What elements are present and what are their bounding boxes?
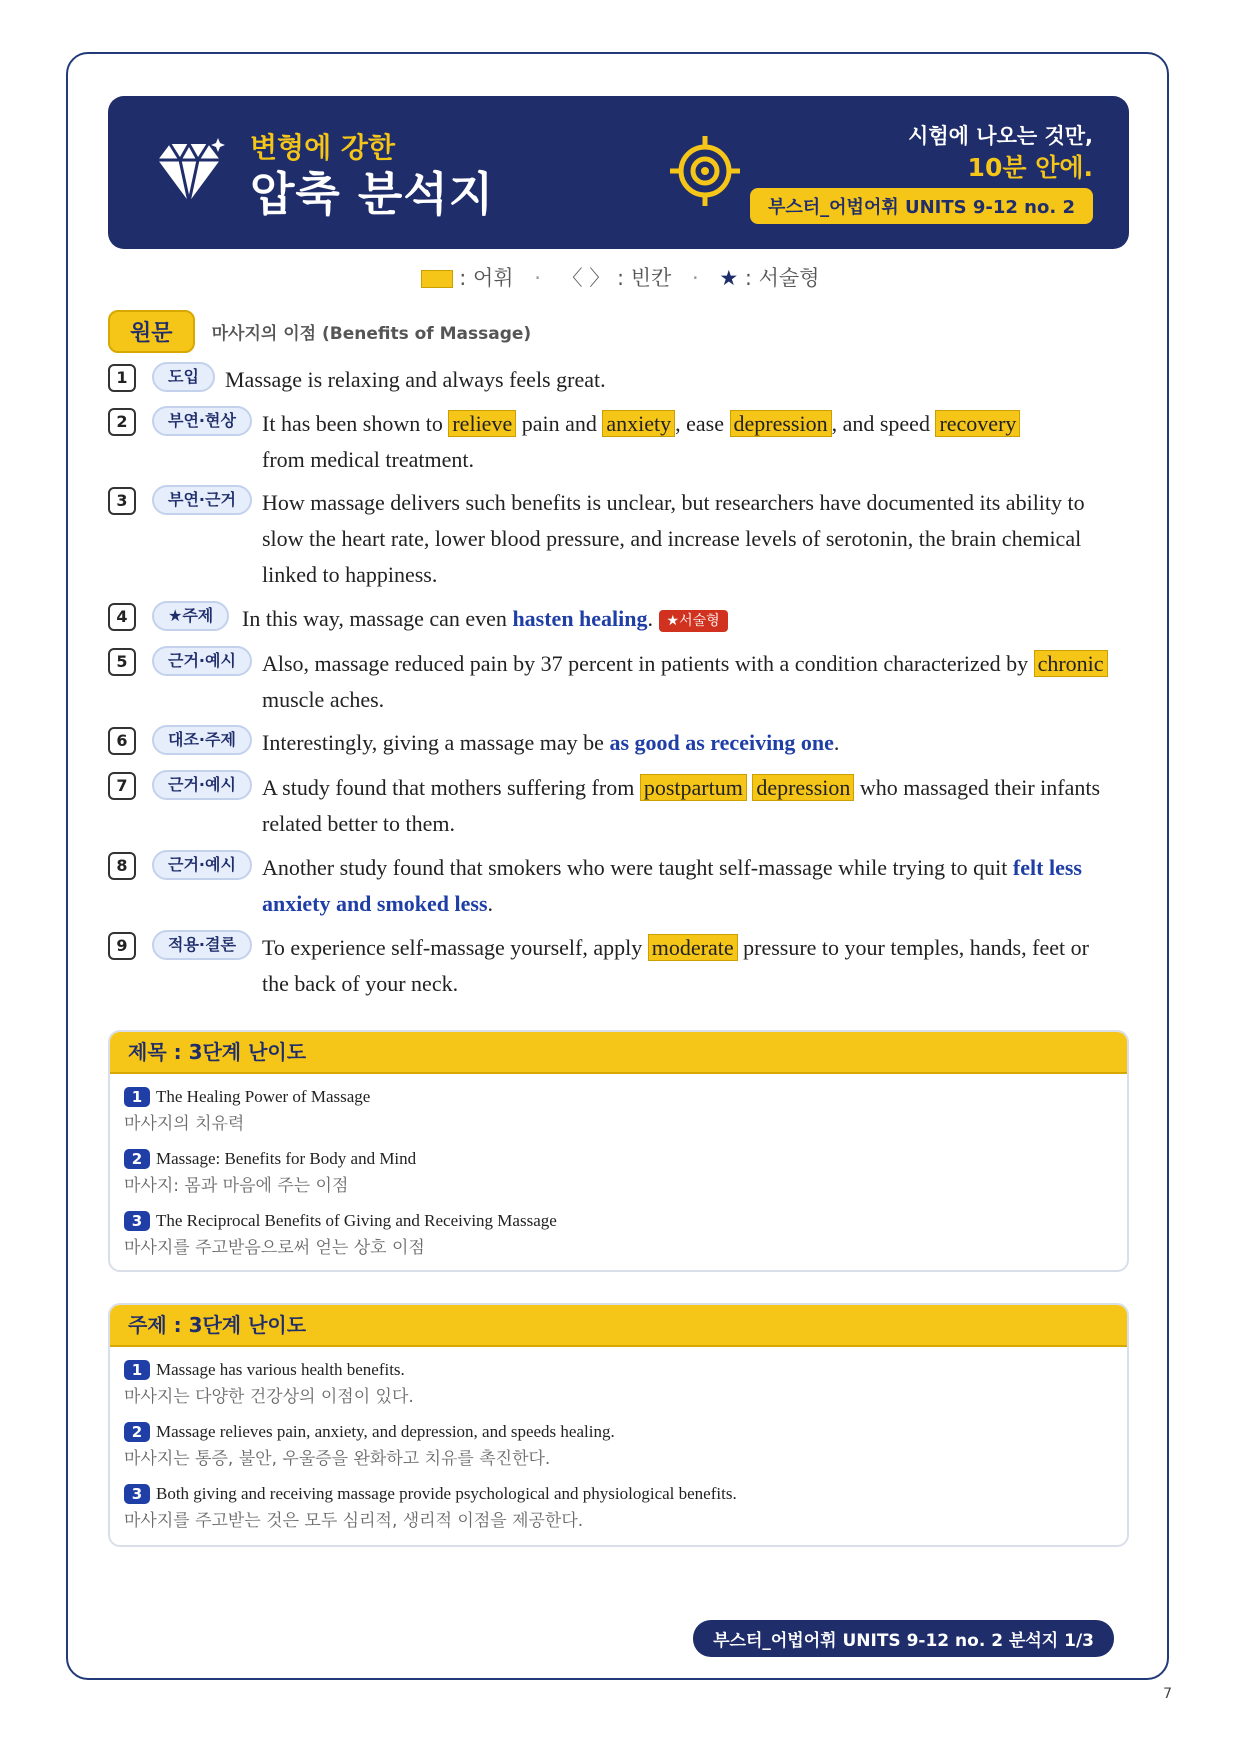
star-icon: ★ — [719, 266, 739, 290]
vocab-highlight: moderate — [648, 934, 738, 961]
option-english: Massage relieves pain, anxiety, and depression, and speeds healing. — [156, 1421, 615, 1441]
option-number: 2 — [124, 1149, 150, 1169]
sentence-segment: Also, massage reduced pain by 37 percent in patients with a condition characterized by — [262, 651, 1034, 676]
sentence-role: 대조·주제 — [152, 725, 252, 755]
sentence-segment: pressure to your temples, hands, feet or the back of your neck. — [262, 935, 1089, 996]
sentence-segment: It has been shown to — [262, 411, 449, 436]
sentence-row — [108, 601, 1130, 637]
sentence-number: 4 — [108, 603, 136, 631]
option-english: Massage has various health benefits. — [156, 1359, 405, 1379]
sentence-text — [262, 930, 1120, 1002]
sentence-text — [262, 485, 1120, 593]
option-number: 3 — [124, 1484, 150, 1504]
vocab-swatch — [421, 270, 453, 288]
sentence-segment: A study found that mothers suffering from — [262, 775, 640, 800]
sentence-row — [108, 770, 1130, 842]
sentence-text — [262, 646, 1120, 718]
option-korean: 마사지: 몸과 마음에 주는 이점 — [124, 1175, 349, 1196]
sentence-row — [108, 485, 1130, 593]
legend-blank: : 빈칸 — [616, 266, 672, 290]
sentence-row — [108, 725, 1130, 761]
option-korean: 마사지의 치유력 — [124, 1113, 245, 1134]
sentence-role: 근거·예시 — [152, 770, 252, 800]
sentence-role: 부연·현상 — [152, 406, 252, 436]
option-item — [124, 1483, 737, 1531]
sentence-number: 6 — [108, 727, 136, 755]
option-english: Massage: Benefits for Body and Mind — [156, 1148, 417, 1168]
title-options-box — [108, 1030, 1129, 1272]
footer-label: 부스터_어법어휘 UNITS 9-12 no. 2 분석지 1/3 — [693, 1620, 1114, 1657]
target-icon — [670, 136, 740, 206]
sentence-row — [108, 850, 1130, 922]
vocab-highlight: relieve — [448, 410, 516, 437]
sentence-number: 5 — [108, 648, 136, 676]
legend-vocab: : 어휘 — [459, 266, 514, 290]
header-banner — [108, 96, 1129, 249]
option-number: 2 — [124, 1422, 150, 1442]
option-english: The Healing Power of Massage — [156, 1086, 371, 1106]
key-phrase: felt less anxiety and smoked less — [262, 855, 1082, 916]
legend-blank-symbol: 〈 〉 — [561, 266, 611, 290]
source-heading — [108, 310, 531, 353]
sentence-number: 9 — [108, 932, 136, 960]
option-english: The Reciprocal Benefits of Giving and Receiving Massage — [156, 1210, 557, 1230]
sentence-row — [108, 362, 1130, 398]
sentence-row — [108, 930, 1130, 1002]
option-item — [124, 1148, 416, 1196]
key-phrase: hasten healing — [512, 606, 648, 631]
header-tagline: 시험에 나오는 것만, — [908, 124, 1093, 148]
option-item — [124, 1210, 557, 1258]
sentence-segment: Massage is relaxing and always feels great. — [225, 367, 606, 392]
option-english: Both giving and receiving massage provide psychological and physiological benefits. — [156, 1483, 737, 1503]
key-phrase: as good as receiving one — [609, 730, 834, 755]
sentence-segment: . — [647, 606, 654, 631]
option-item — [124, 1086, 370, 1134]
option-item — [124, 1359, 414, 1407]
vocab-highlight: chronic — [1034, 650, 1108, 677]
sentence-row — [108, 406, 1130, 478]
vocab-highlight: recovery — [935, 410, 1020, 437]
vocab-highlight: depression — [730, 410, 832, 437]
sentence-text — [225, 362, 1130, 398]
essay-badge: ★서술형 — [659, 610, 728, 632]
sentence-role: ★주제 — [152, 601, 229, 631]
option-korean: 마사지는 통증, 불안, 우울증을 완화하고 치유를 촉진한다. — [124, 1448, 551, 1469]
vocab-highlight: postpartum — [640, 774, 747, 801]
option-number: 1 — [124, 1087, 150, 1107]
vocab-highlight: depression — [752, 774, 854, 801]
option-korean: 마사지를 주고받음으로써 얻는 상호 이점 — [124, 1237, 425, 1258]
header-subtitle: 변형에 강한 — [250, 131, 395, 164]
sentence-segment: , and speed — [831, 411, 936, 436]
sentence-number: 7 — [108, 772, 136, 800]
sentence-role: 도입 — [152, 362, 215, 392]
vocab-highlight: anxiety — [602, 410, 675, 437]
sentence-segment: . — [487, 891, 494, 916]
sentence-segment: How massage delivers such benefits is unclear, but researchers have documented its ability to slow the heart rate, lower blood pressure, and increase levels of serotonin, the brain chemical linked to happiness. — [262, 490, 1085, 587]
sentence-segment: Interestingly, giving a massage may be — [262, 730, 610, 755]
sentence-number: 1 — [108, 364, 136, 392]
unit-label: 부스터_어법어휘 UNITS 9-12 no. 2 — [750, 188, 1093, 224]
sentence-number: 3 — [108, 487, 136, 515]
option-number: 1 — [124, 1360, 150, 1380]
header-title: 압축 분석지 — [250, 167, 495, 221]
sentence-segment: To experience self-massage yourself, apply — [262, 935, 648, 960]
sentence-text — [262, 770, 1120, 842]
topic-options-box — [108, 1303, 1129, 1547]
sentence-role: 적용·결론 — [152, 930, 252, 960]
sentence-segment: from medical treatment. — [262, 447, 474, 472]
sentence-role: 근거·예시 — [152, 646, 252, 676]
header-tagline-highlight: 10분 안에. — [967, 153, 1093, 182]
sentence-text — [262, 850, 1120, 922]
sentence-role: 부연·근거 — [152, 485, 252, 515]
sentence-segment: muscle aches. — [262, 687, 385, 712]
sentence-segment: Another study found that smokers who were taught self-massage while trying to quit — [262, 855, 1013, 880]
sentence-segment: . — [833, 730, 840, 755]
sentence-segment: , ease — [675, 411, 730, 436]
option-korean: 마사지를 주고받는 것은 모두 심리적, 생리적 이점을 제공한다. — [124, 1510, 584, 1531]
source-badge: 원문 — [108, 310, 195, 353]
page-number: 7 — [1163, 1686, 1172, 1702]
sentence-text — [242, 601, 1130, 637]
option-item — [124, 1421, 615, 1469]
sentence-text — [262, 725, 1130, 761]
topic-box-heading: 주제 : 3단계 난이도 — [110, 1305, 1127, 1347]
legend: : 어휘 · 〈 〉 : 빈칸 · ★ : 서술형 — [0, 262, 1240, 292]
sentence-segment: who massaged their infants related better to them. — [262, 775, 1101, 836]
legend-essay: : 서술형 — [744, 266, 820, 290]
sentence-number: 2 — [108, 408, 136, 436]
option-number: 3 — [124, 1211, 150, 1231]
sentence-role: 근거·예시 — [152, 850, 252, 880]
option-korean: 마사지는 다양한 건강상의 이점이 있다. — [124, 1386, 414, 1407]
source-title: 마사지의 이점 (Benefits of Massage) — [211, 324, 532, 344]
sentence-text — [262, 406, 1130, 478]
sentence-segment: In this way, massage can even — [242, 606, 513, 631]
sentence-number: 8 — [108, 852, 136, 880]
diamond-icon — [156, 136, 226, 206]
title-box-heading: 제목 : 3단계 난이도 — [110, 1032, 1127, 1074]
sentence-segment: pain and — [516, 411, 603, 436]
sentence-row — [108, 646, 1130, 718]
